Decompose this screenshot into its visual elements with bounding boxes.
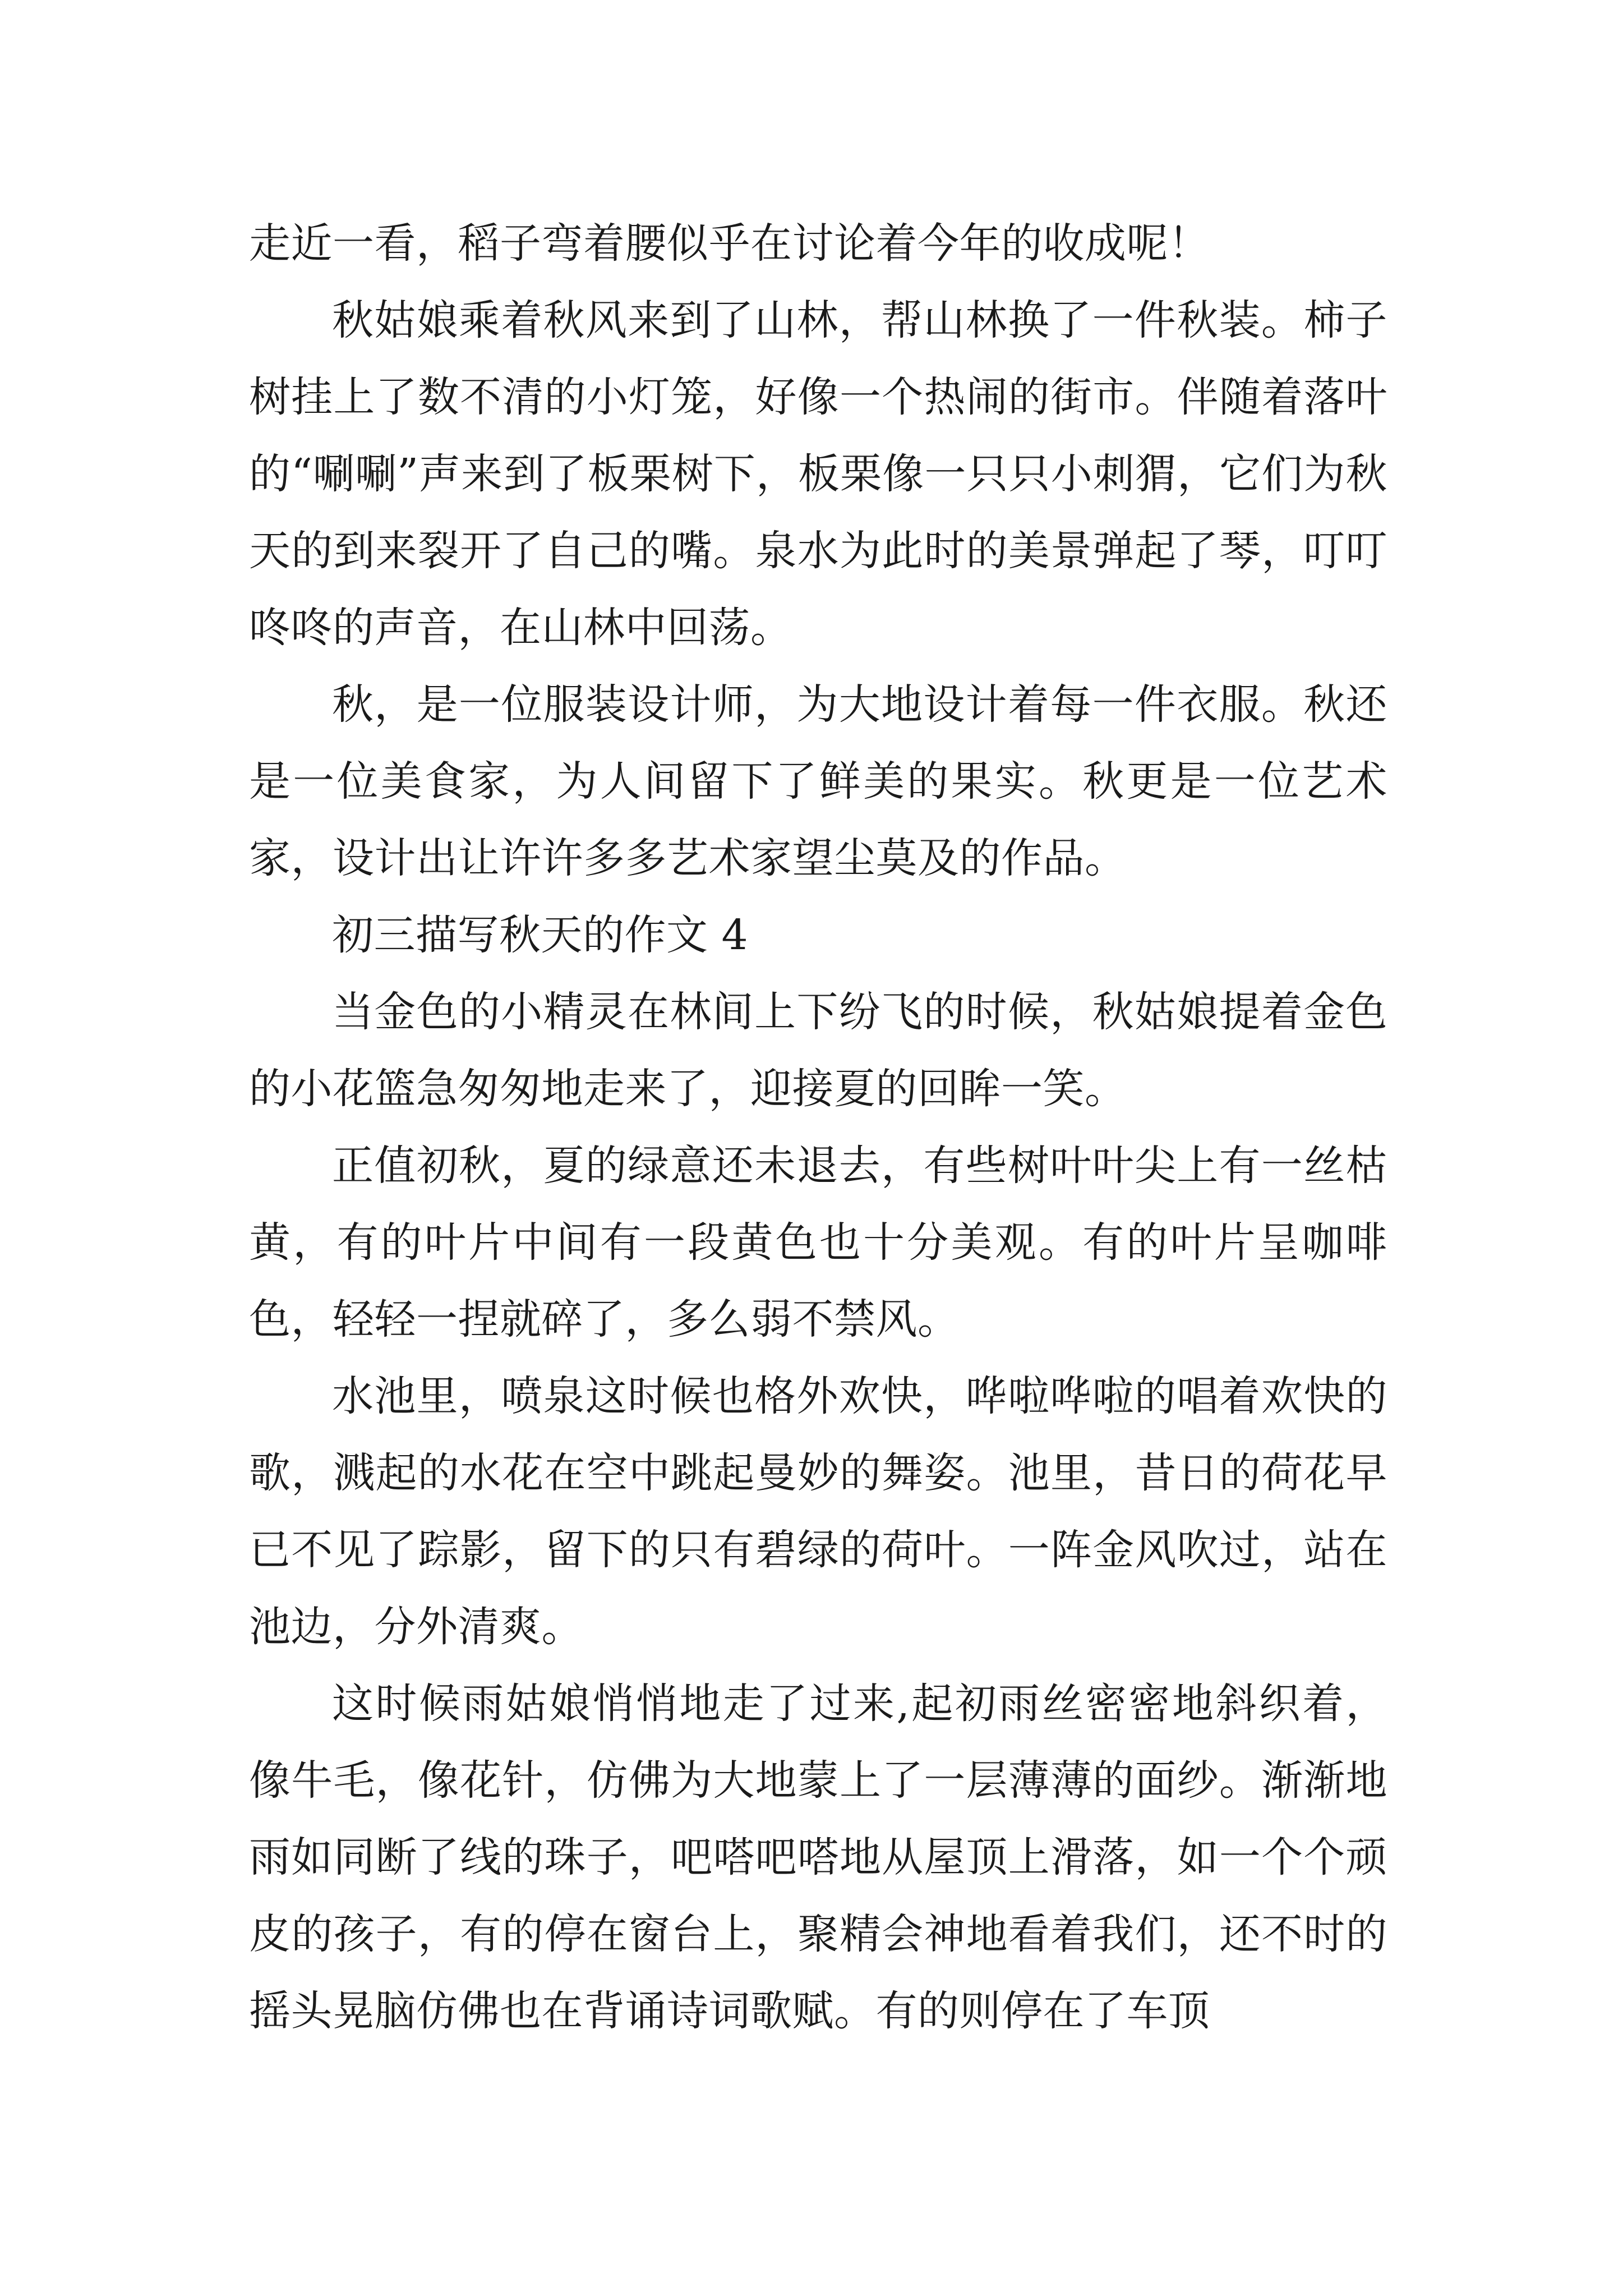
paragraph-7: 这时候雨姑娘悄悄地走了过来,起初雨丝密密地斜织着，像牛毛，像花针，仿佛为大地蒙上了一层薄薄的面纱。渐渐地雨如同断了线的珠子，吧嗒吧嗒地从屋顶上滑落，如一个个顽皮的孩子，有的停在窗台上，聚精会神地看着我们，还不时的摇头晃脑仿佛也在背诵诗词歌赋。有的则停在了车顶	[249, 1680, 1387, 2035]
section-heading: 初三描写秋天的作文 4	[332, 911, 749, 959]
paragraph-4: 当金色的小精灵在林间上下纷飞的时候，秋姑娘提着金色的小花篮急匆匆地走来了，迎接夏的回眸一笑。	[249, 988, 1387, 1113]
paragraph-2: 秋姑娘乘着秋风来到了山林，帮山林换了一件秋装。柿子树挂上了数不清的小灯笼，好像一个热闹的街市。伴随着落叶的“唰唰”声来到了板栗树下，板栗像一只只小刺猬，它们为秋天的到来裂开了自己的嘴。泉水为此时的美景弹起了琴，叮叮咚咚的声音，在山林中回荡。	[249, 296, 1387, 652]
paragraph-5: 正值初秋，夏的绿意还未退去，有些树叶叶尖上有一丝枯黄，有的叶片中间有一段黄色也十分美观。有的叶片呈咖啡色，轻轻一捏就碎了，多么弱不禁风。	[249, 1142, 1387, 1343]
paragraph-1: 走近一看，稻子弯着腰似乎在讨论着今年的收成呢！	[249, 219, 1210, 268]
paragraph-3: 秋，是一位服装设计师，为大地设计着每一件衣服。秋还是一位美食家，为人间留下了鲜美的果实。秋更是一位艺术家，设计出让许许多多艺术家望尘莫及的作品。	[249, 680, 1387, 882]
paragraph-6: 水池里，喷泉这时候也格外欢快，哗啦哗啦的唱着欢快的歌，溅起的水花在空中跳起曼妙的舞姿。池里，昔日的荷花早已不见了踪影，留下的只有碧绿的荷叶。一阵金风吹过，站在池边，分外清爽。	[249, 1372, 1387, 1651]
document-body	[249, 205, 1387, 2050]
